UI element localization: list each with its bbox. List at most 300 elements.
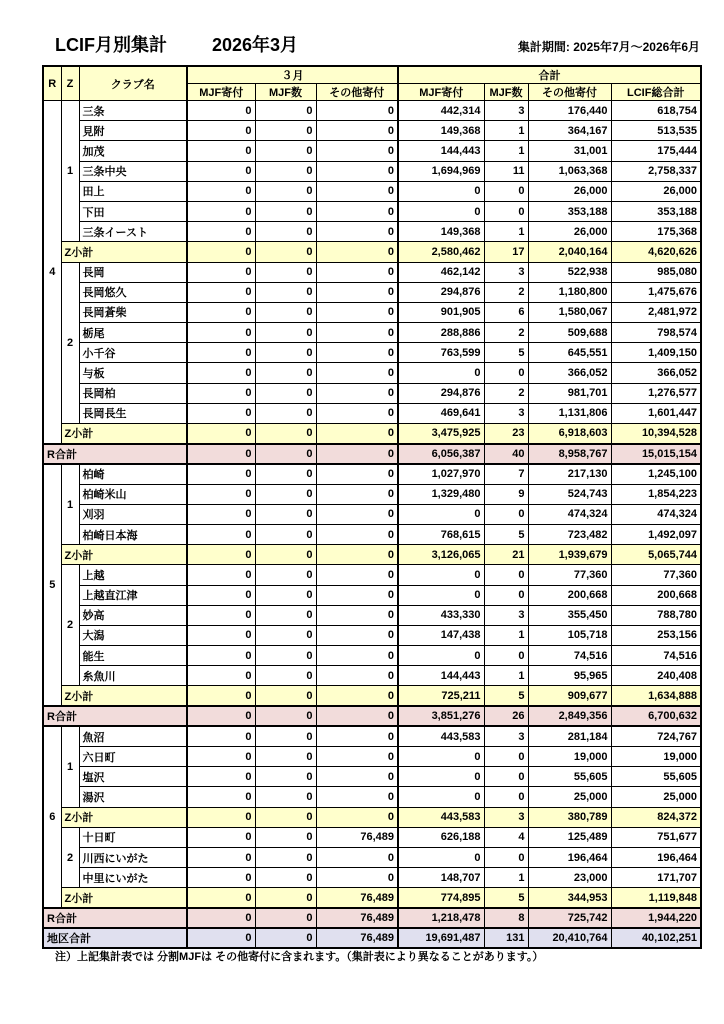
club-name-cell: 六日町	[79, 747, 187, 767]
value-cell: 0	[187, 302, 255, 322]
table-row	[43, 827, 701, 847]
value-cell: 0	[187, 262, 255, 282]
value-cell: 0	[255, 666, 316, 686]
value-cell: 0	[255, 444, 316, 464]
value-cell: 4	[484, 827, 528, 847]
value-cell: 5	[484, 343, 528, 363]
region-label-cell: 4	[43, 101, 61, 444]
value-cell: 1	[484, 141, 528, 161]
table-row	[43, 141, 701, 161]
value-cell: 0	[187, 424, 255, 444]
header-mjf-donation-month: MJF寄付	[187, 84, 255, 101]
value-cell: 0	[484, 504, 528, 524]
value-cell: 144,443	[398, 666, 484, 686]
value-cell: 0	[316, 868, 398, 888]
value-cell: 0	[255, 726, 316, 746]
value-cell: 366,052	[611, 363, 701, 383]
value-cell: 618,754	[611, 101, 701, 121]
value-cell: 0	[187, 444, 255, 464]
value-cell: 0	[316, 585, 398, 605]
value-cell: 0	[316, 262, 398, 282]
value-cell: 1	[484, 222, 528, 242]
value-cell: 1,409,150	[611, 343, 701, 363]
value-cell: 0	[316, 403, 398, 423]
value-cell: 2,040,164	[528, 242, 611, 262]
value-cell: 353,188	[611, 201, 701, 221]
value-cell: 1,119,848	[611, 888, 701, 908]
value-cell: 20,410,764	[528, 928, 611, 948]
report-period: 集計期間: 2025年7月～2026年6月	[517, 40, 700, 54]
club-name-cell: 加茂	[79, 141, 187, 161]
value-cell: 0	[187, 242, 255, 262]
value-cell: 3	[484, 726, 528, 746]
value-cell: 10,394,528	[611, 424, 701, 444]
value-cell: 0	[187, 403, 255, 423]
table-row	[43, 787, 701, 807]
value-cell: 26,000	[611, 181, 701, 201]
value-cell: 196,464	[611, 847, 701, 867]
value-cell: 0	[187, 524, 255, 544]
value-cell: 0	[255, 201, 316, 221]
value-cell: 2	[484, 282, 528, 302]
value-cell: 798,574	[611, 323, 701, 343]
club-name-cell: 栃尾	[79, 323, 187, 343]
club-name-cell: 与板	[79, 363, 187, 383]
value-cell: 0	[255, 504, 316, 524]
value-cell: 522,938	[528, 262, 611, 282]
page-month: 2026年3月	[212, 35, 299, 55]
value-cell: 19,000	[611, 747, 701, 767]
value-cell: 0	[316, 504, 398, 524]
value-cell: 524,743	[528, 484, 611, 504]
value-cell: 1,944,220	[611, 908, 701, 928]
value-cell: 0	[316, 847, 398, 867]
value-cell: 3	[484, 101, 528, 121]
header-other-donation-total: その他寄付	[528, 84, 611, 101]
club-name-cell: 魚沼	[79, 726, 187, 746]
value-cell: 76,489	[316, 928, 398, 948]
value-cell: 6,056,387	[398, 444, 484, 464]
value-cell: 1,939,679	[528, 545, 611, 565]
value-cell: 1,218,478	[398, 908, 484, 928]
value-cell: 0	[187, 767, 255, 787]
value-cell: 0	[187, 181, 255, 201]
value-cell: 6	[484, 302, 528, 322]
value-cell: 125,489	[528, 827, 611, 847]
value-cell: 0	[255, 787, 316, 807]
value-cell: 0	[255, 424, 316, 444]
club-name-cell: 下田	[79, 201, 187, 221]
table-row	[43, 726, 701, 746]
value-cell: 176,440	[528, 101, 611, 121]
value-cell: 1,027,970	[398, 464, 484, 484]
value-cell: 0	[316, 666, 398, 686]
value-cell: 0	[398, 787, 484, 807]
value-cell: 8,958,767	[528, 444, 611, 464]
value-cell: 131	[484, 928, 528, 948]
zone-subtotal-label-cell: Z小計	[61, 888, 187, 908]
club-name-cell: 柏崎日本海	[79, 524, 187, 544]
value-cell: 0	[484, 363, 528, 383]
value-cell: 442,314	[398, 101, 484, 121]
value-cell: 3	[484, 605, 528, 625]
table-row	[43, 666, 701, 686]
value-cell: 0	[316, 807, 398, 827]
value-cell: 0	[187, 323, 255, 343]
club-name-cell: 長岡柏	[79, 383, 187, 403]
value-cell: 981,701	[528, 383, 611, 403]
value-cell: 149,368	[398, 121, 484, 141]
value-cell: 0	[316, 565, 398, 585]
value-cell: 0	[316, 444, 398, 464]
value-cell: 353,188	[528, 201, 611, 221]
value-cell: 0	[484, 847, 528, 867]
value-cell: 355,450	[528, 605, 611, 625]
value-cell: 0	[255, 625, 316, 645]
value-cell: 0	[316, 141, 398, 161]
summary-table	[42, 65, 702, 949]
table-row	[43, 242, 701, 262]
value-cell: 0	[316, 646, 398, 666]
value-cell: 74,516	[611, 646, 701, 666]
header-r: R	[43, 66, 61, 101]
value-cell: 509,688	[528, 323, 611, 343]
header-mjf-donation-total: MJF寄付	[398, 84, 484, 101]
value-cell: 725,211	[398, 686, 484, 706]
value-cell: 294,876	[398, 383, 484, 403]
value-cell: 40,102,251	[611, 928, 701, 948]
table-row	[43, 323, 701, 343]
value-cell: 76,489	[316, 888, 398, 908]
value-cell: 5	[484, 686, 528, 706]
value-cell: 344,953	[528, 888, 611, 908]
header-lcif-grand-total: LCIF総合計	[611, 84, 701, 101]
table-row	[43, 625, 701, 645]
club-name-cell: 上越直江津	[79, 585, 187, 605]
table-row	[43, 646, 701, 666]
value-cell: 25,000	[528, 787, 611, 807]
value-cell: 0	[316, 383, 398, 403]
value-cell: 240,408	[611, 666, 701, 686]
club-name-cell: 湯沢	[79, 787, 187, 807]
table-row	[43, 807, 701, 827]
value-cell: 0	[187, 585, 255, 605]
value-cell: 1	[484, 868, 528, 888]
value-cell: 19,691,487	[398, 928, 484, 948]
value-cell: 1,276,577	[611, 383, 701, 403]
value-cell: 0	[187, 464, 255, 484]
value-cell: 0	[255, 706, 316, 726]
value-cell: 0	[255, 908, 316, 928]
value-cell: 1,063,368	[528, 161, 611, 181]
value-cell: 0	[398, 181, 484, 201]
value-cell: 2	[484, 323, 528, 343]
value-cell: 0	[187, 908, 255, 928]
page-title: LCIF月別集計	[55, 35, 167, 55]
value-cell: 5	[484, 524, 528, 544]
value-cell: 2,758,337	[611, 161, 701, 181]
value-cell: 0	[255, 868, 316, 888]
value-cell: 0	[255, 343, 316, 363]
value-cell: 0	[316, 787, 398, 807]
value-cell: 0	[255, 403, 316, 423]
value-cell: 3,851,276	[398, 706, 484, 726]
value-cell: 0	[255, 121, 316, 141]
value-cell: 0	[255, 141, 316, 161]
value-cell: 0	[255, 464, 316, 484]
value-cell: 0	[316, 424, 398, 444]
club-name-cell: 見附	[79, 121, 187, 141]
value-cell: 0	[484, 565, 528, 585]
value-cell: 751,677	[611, 827, 701, 847]
value-cell: 8	[484, 908, 528, 928]
value-cell: 0	[255, 101, 316, 121]
value-cell: 443,583	[398, 807, 484, 827]
value-cell: 148,707	[398, 868, 484, 888]
value-cell: 725,742	[528, 908, 611, 928]
club-name-cell: 柏崎米山	[79, 484, 187, 504]
table-row	[43, 524, 701, 544]
table-row	[43, 706, 701, 726]
value-cell: 0	[316, 686, 398, 706]
value-cell: 0	[398, 847, 484, 867]
value-cell: 0	[316, 343, 398, 363]
value-cell: 74,516	[528, 646, 611, 666]
table-row	[43, 383, 701, 403]
value-cell: 1,492,097	[611, 524, 701, 544]
value-cell: 31,001	[528, 141, 611, 161]
value-cell: 0	[255, 686, 316, 706]
footnote: 注）上記集計表では 分割MJFは その他寄付に含まれます。（集計表により異なることがあります。）	[55, 951, 544, 963]
table-row	[43, 121, 701, 141]
value-cell: 0	[187, 343, 255, 363]
value-cell: 0	[255, 181, 316, 201]
table-row	[43, 424, 701, 444]
value-cell: 0	[316, 605, 398, 625]
value-cell: 253,156	[611, 625, 701, 645]
value-cell: 0	[316, 242, 398, 262]
value-cell: 645,551	[528, 343, 611, 363]
value-cell: 0	[187, 807, 255, 827]
club-name-cell: 三条イースト	[79, 222, 187, 242]
zone-subtotal-label-cell: Z小計	[61, 807, 187, 827]
value-cell: 3	[484, 262, 528, 282]
header-club-name: クラブ名	[79, 66, 187, 101]
value-cell: 175,368	[611, 222, 701, 242]
value-cell: 0	[255, 242, 316, 262]
value-cell: 19,000	[528, 747, 611, 767]
table-row	[43, 565, 701, 585]
region-label-cell: 5	[43, 464, 61, 706]
value-cell: 0	[187, 747, 255, 767]
club-name-cell: 刈羽	[79, 504, 187, 524]
club-name-cell: 柏崎	[79, 464, 187, 484]
value-cell: 3	[484, 807, 528, 827]
value-cell: 1,854,223	[611, 484, 701, 504]
value-cell: 7	[484, 464, 528, 484]
value-cell: 0	[255, 262, 316, 282]
value-cell: 1	[484, 666, 528, 686]
value-cell: 0	[187, 484, 255, 504]
value-cell: 0	[484, 767, 528, 787]
value-cell: 0	[255, 222, 316, 242]
zone-subtotal-label-cell: Z小計	[61, 242, 187, 262]
value-cell: 0	[316, 706, 398, 726]
value-cell: 901,905	[398, 302, 484, 322]
value-cell: 0	[255, 888, 316, 908]
value-cell: 0	[398, 363, 484, 383]
table-row	[43, 201, 701, 221]
table-row	[43, 504, 701, 524]
header-group-month: ３月	[187, 66, 398, 84]
header-z: Z	[61, 66, 79, 101]
value-cell: 0	[255, 807, 316, 827]
value-cell: 0	[187, 888, 255, 908]
value-cell: 2,481,972	[611, 302, 701, 322]
value-cell: 0	[398, 201, 484, 221]
value-cell: 26,000	[528, 222, 611, 242]
value-cell: 0	[398, 767, 484, 787]
value-cell: 26,000	[528, 181, 611, 201]
value-cell: 294,876	[398, 282, 484, 302]
value-cell: 15,015,154	[611, 444, 701, 464]
table-row	[43, 484, 701, 504]
region-total-label-cell: R合計	[43, 444, 187, 464]
value-cell: 0	[187, 504, 255, 524]
value-cell: 95,965	[528, 666, 611, 686]
value-cell: 0	[255, 928, 316, 948]
table-row	[43, 181, 701, 201]
value-cell: 1,329,480	[398, 484, 484, 504]
club-name-cell: 塩沢	[79, 767, 187, 787]
value-cell: 40	[484, 444, 528, 464]
value-cell: 0	[484, 787, 528, 807]
club-name-cell: 川西にいがた	[79, 847, 187, 867]
value-cell: 0	[316, 222, 398, 242]
table-row	[43, 847, 701, 867]
table-row	[43, 747, 701, 767]
value-cell: 0	[255, 484, 316, 504]
value-cell: 55,605	[611, 767, 701, 787]
value-cell: 0	[187, 868, 255, 888]
table-row	[43, 343, 701, 363]
club-name-cell: 上越	[79, 565, 187, 585]
value-cell: 2	[484, 383, 528, 403]
zone-label-cell: 2	[61, 262, 79, 424]
value-cell: 723,482	[528, 524, 611, 544]
value-cell: 77,360	[611, 565, 701, 585]
value-cell: 0	[484, 201, 528, 221]
value-cell: 0	[316, 121, 398, 141]
value-cell: 6,700,632	[611, 706, 701, 726]
value-cell: 77,360	[528, 565, 611, 585]
value-cell: 0	[187, 222, 255, 242]
value-cell: 0	[187, 847, 255, 867]
value-cell: 1,634,888	[611, 686, 701, 706]
table-row	[43, 686, 701, 706]
value-cell: 23,000	[528, 868, 611, 888]
value-cell: 2,580,462	[398, 242, 484, 262]
value-cell: 0	[398, 646, 484, 666]
value-cell: 2,849,356	[528, 706, 611, 726]
value-cell: 0	[255, 323, 316, 343]
value-cell: 0	[316, 101, 398, 121]
value-cell: 17	[484, 242, 528, 262]
value-cell: 1,180,800	[528, 282, 611, 302]
table-row	[43, 262, 701, 282]
value-cell: 0	[316, 161, 398, 181]
zone-subtotal-label-cell: Z小計	[61, 686, 187, 706]
table-row	[43, 222, 701, 242]
value-cell: 0	[187, 383, 255, 403]
club-name-cell: 長岡蒼柴	[79, 302, 187, 322]
value-cell: 1,580,067	[528, 302, 611, 322]
value-cell: 0	[187, 141, 255, 161]
value-cell: 25,000	[611, 787, 701, 807]
value-cell: 724,767	[611, 726, 701, 746]
value-cell: 4,620,626	[611, 242, 701, 262]
value-cell: 0	[187, 928, 255, 948]
value-cell: 0	[316, 524, 398, 544]
table-row	[43, 403, 701, 423]
value-cell: 462,142	[398, 262, 484, 282]
table-row	[43, 101, 701, 121]
zone-label-cell: 2	[61, 565, 79, 686]
value-cell: 0	[187, 666, 255, 686]
value-cell: 1,601,447	[611, 403, 701, 423]
region-label-cell: 6	[43, 726, 61, 908]
value-cell: 76,489	[316, 908, 398, 928]
club-name-cell: 三条中央	[79, 161, 187, 181]
value-cell: 474,324	[611, 504, 701, 524]
value-cell: 0	[316, 201, 398, 221]
value-cell: 171,707	[611, 868, 701, 888]
region-total-label-cell: R合計	[43, 706, 187, 726]
table-row	[43, 545, 701, 565]
value-cell: 985,080	[611, 262, 701, 282]
value-cell: 0	[187, 161, 255, 181]
value-cell: 0	[255, 363, 316, 383]
value-cell: 3,475,925	[398, 424, 484, 444]
value-cell: 774,895	[398, 888, 484, 908]
value-cell: 433,330	[398, 605, 484, 625]
value-cell: 788,780	[611, 605, 701, 625]
value-cell: 364,167	[528, 121, 611, 141]
value-cell: 0	[316, 282, 398, 302]
value-cell: 0	[398, 585, 484, 605]
value-cell: 366,052	[528, 363, 611, 383]
value-cell: 0	[187, 565, 255, 585]
value-cell: 3	[484, 403, 528, 423]
value-cell: 0	[187, 545, 255, 565]
value-cell: 763,599	[398, 343, 484, 363]
table-row	[43, 585, 701, 605]
club-name-cell: 糸魚川	[79, 666, 187, 686]
value-cell: 0	[255, 524, 316, 544]
value-cell: 0	[316, 464, 398, 484]
value-cell: 55,605	[528, 767, 611, 787]
value-cell: 196,464	[528, 847, 611, 867]
value-cell: 0	[187, 827, 255, 847]
value-cell: 0	[255, 565, 316, 585]
table-row	[43, 767, 701, 787]
table-row	[43, 302, 701, 322]
value-cell: 0	[187, 363, 255, 383]
value-cell: 5	[484, 888, 528, 908]
club-name-cell: 田上	[79, 181, 187, 201]
value-cell: 0	[316, 302, 398, 322]
value-cell: 1,131,806	[528, 403, 611, 423]
